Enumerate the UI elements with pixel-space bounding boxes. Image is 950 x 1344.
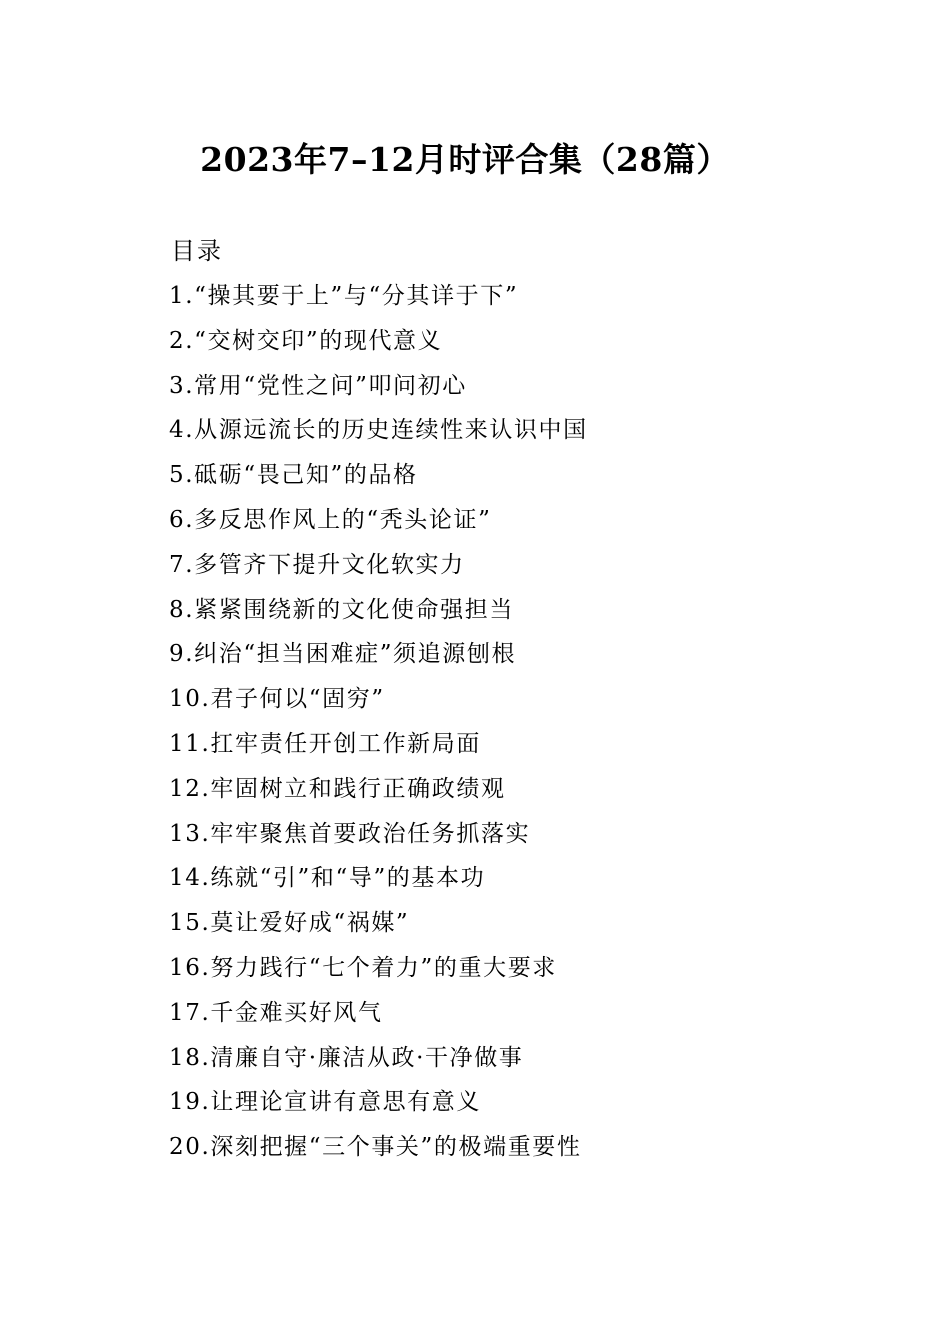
toc-item: 15.莫让爱好成“祸媒” — [169, 910, 410, 937]
toc-item: 11.扛牢责任开创工作新局面 — [169, 730, 481, 757]
toc-item: 14.练就“引”和“导”的基本功 — [169, 865, 486, 892]
toc-item: 19.让理论宣讲有意思有意义 — [169, 1089, 481, 1116]
toc-item: 9.纠治“担当困难症”须追源刨根 — [169, 641, 517, 668]
toc-item: 18.清廉自守·廉洁从政·干净做事 — [169, 1044, 524, 1071]
toc-item: 5.砥砺“畏己知”的品格 — [169, 462, 418, 489]
toc-item: 4.从源远流长的历史连续性来认识中国 — [169, 417, 588, 444]
toc-item: 7.多管齐下提升文化软实力 — [169, 551, 465, 578]
toc-item: 1.“操其要于上”与“分其详于下” — [169, 283, 519, 309]
toc-list — [169, 279, 869, 1175]
toc-item: 13.牢牢聚焦首要政治任务抓落实 — [169, 820, 531, 847]
toc-item: 10.君子何以“固穷” — [169, 686, 385, 713]
toc-item: 3.常用“党性之问”叩问初心 — [169, 372, 467, 399]
toc-item: 2.“交树交印”的现代意义 — [169, 327, 443, 354]
toc-item: 20.深刻把握“三个事关”的极端重要性 — [169, 1134, 582, 1161]
toc-heading: 目录 — [171, 237, 223, 265]
toc-item: 16.努力践行“七个着力”的重大要求 — [169, 954, 557, 981]
toc-item: 6.多反思作风上的“秃头论证” — [169, 506, 492, 533]
document-title: 2023年7–12月时评合集（28篇） — [200, 140, 730, 179]
toc-item: 12.牢固树立和践行正确政绩观 — [169, 775, 506, 802]
toc-item: 8.紧紧围绕新的文化使命强担当 — [169, 596, 514, 623]
toc-item: 17.千金难买好风气 — [169, 999, 383, 1026]
